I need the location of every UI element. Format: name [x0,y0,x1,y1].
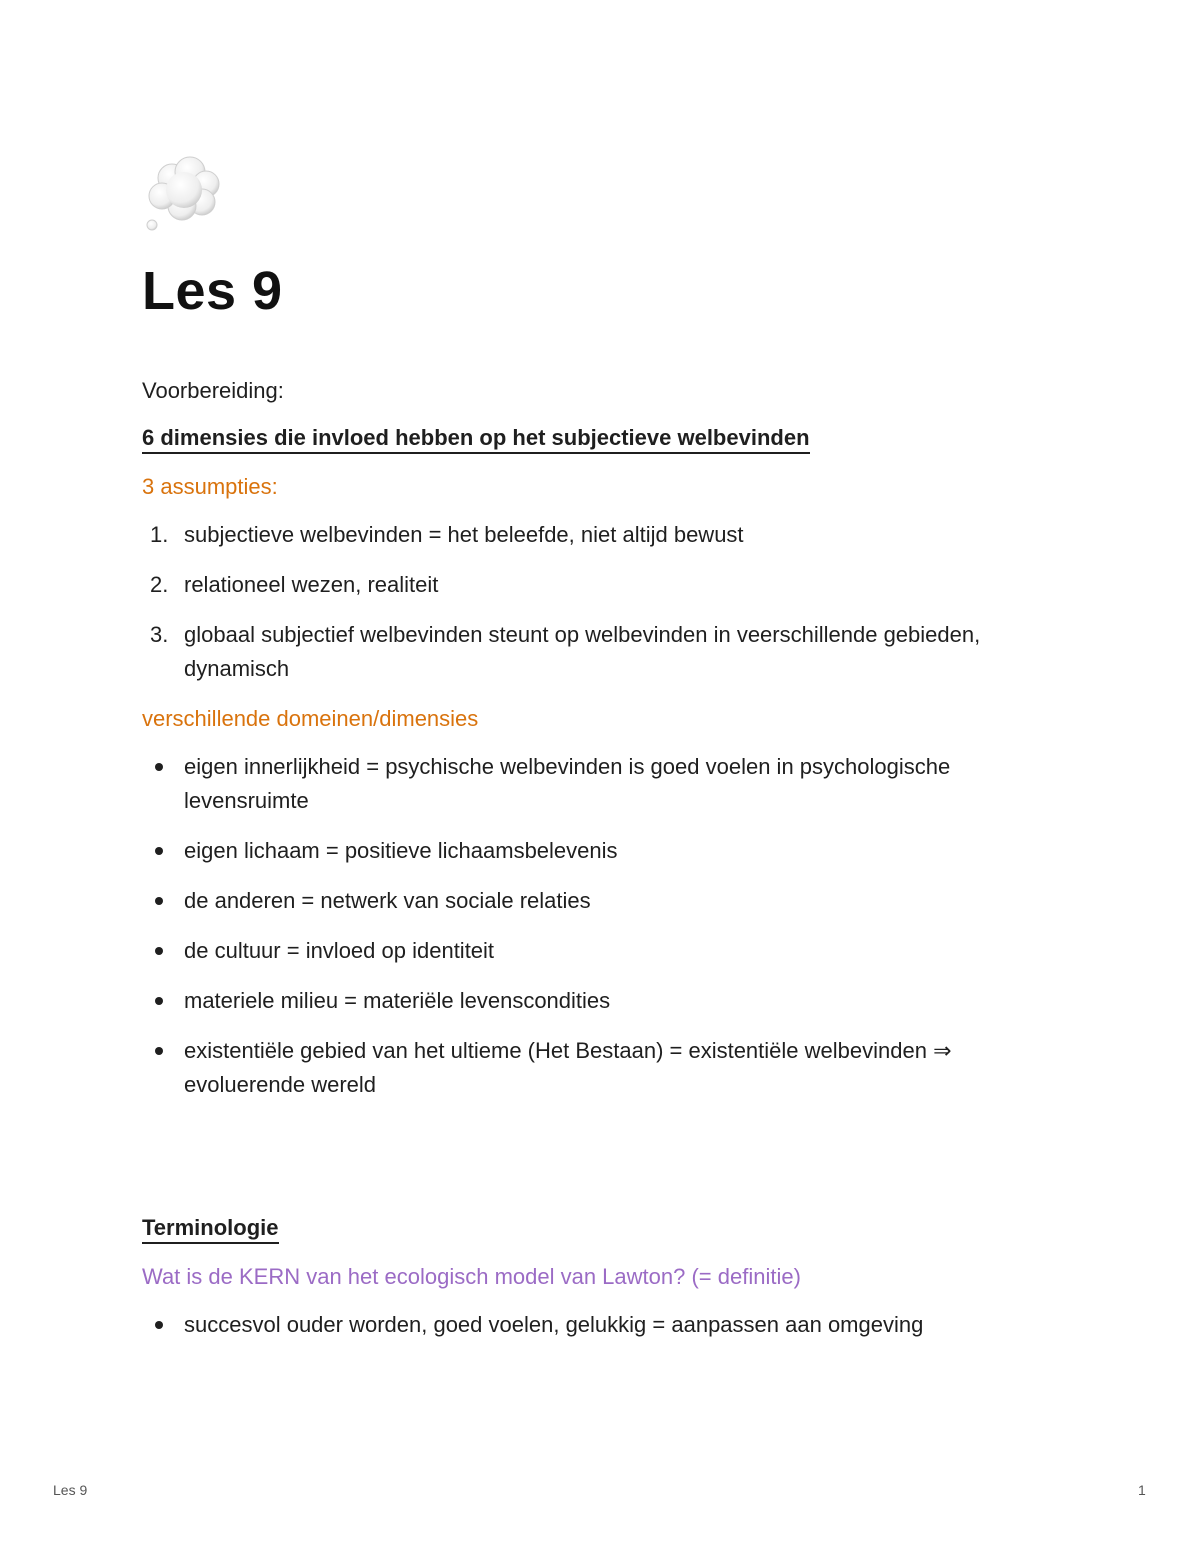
terminology-heading: Terminologie [142,1214,279,1244]
bullet-icon [155,947,163,955]
terminology-section [142,1214,1062,1342]
domains-list [142,750,1062,1102]
list-item [142,1308,1062,1342]
list-item [142,568,1062,602]
page-number: 1 [1138,1482,1146,1498]
list-item-text: relationeel wezen, realiteit [184,572,439,597]
section-heading-row [142,424,1062,454]
assumptions-list [142,518,1062,686]
list-item [142,518,1062,552]
page-content [142,150,1062,1342]
list-item-text: de cultuur = invloed op identiteit [184,938,495,963]
thought-cloud-icon [142,150,226,234]
list-item-text: materiele milieu = materiële levenscondities [184,988,611,1013]
assumptions-heading: 3 assumpties: [142,474,278,499]
bullet-icon [155,847,163,855]
footer-title: Les 9 [53,1482,88,1498]
list-item-text: subjectieve welbevinden = het beleefde, niet altijd bewust [184,522,744,547]
list-item [142,750,1062,818]
list-item-text: eigen innerlijkheid = psychische welbevinden is goed voelen in psychologische levensruimte [184,754,951,813]
bullet-icon [155,763,163,771]
list-number: 3. [150,622,169,647]
bullet-icon [155,897,163,905]
list-item [142,1034,1062,1102]
terminology-question: Wat is de KERN van het ecologisch model van Lawton? (= definitie) [142,1264,801,1289]
list-item [142,984,1062,1018]
list-item-text: succesvol ouder worden, goed voelen, gelukkig = aanpassen aan omgeving [184,1312,924,1337]
section-heading: 6 dimensies die invloed hebben op het subjectieve welbevinden [142,424,810,454]
list-number: 1. [150,522,169,547]
bullet-icon [155,997,163,1005]
list-item [142,884,1062,918]
list-item [142,834,1062,868]
domains-heading: verschillende domeinen/dimensies [142,706,479,731]
list-item-text: existentiële gebied van het ultieme (Het Bestaan) = existentiële welbevinden ⇒ evoluerende wereld [184,1038,952,1097]
prep-label: Voorbereiding: [142,378,284,403]
bullet-icon [155,1047,163,1055]
list-item [142,934,1062,968]
terminology-list [142,1308,1062,1342]
list-item-text: globaal subjectief welbevinden steunt op welbevinden in veerschillende gebieden, dynamisch [184,622,981,681]
list-item-text: eigen lichaam = positieve lichaamsbelevenis [184,838,618,863]
list-item-text: de anderen = netwerk van sociale relaties [184,888,591,913]
page-title: Les 9 [142,261,283,321]
list-item [142,618,1062,686]
list-number: 2. [150,572,169,597]
bullet-icon [155,1321,163,1329]
